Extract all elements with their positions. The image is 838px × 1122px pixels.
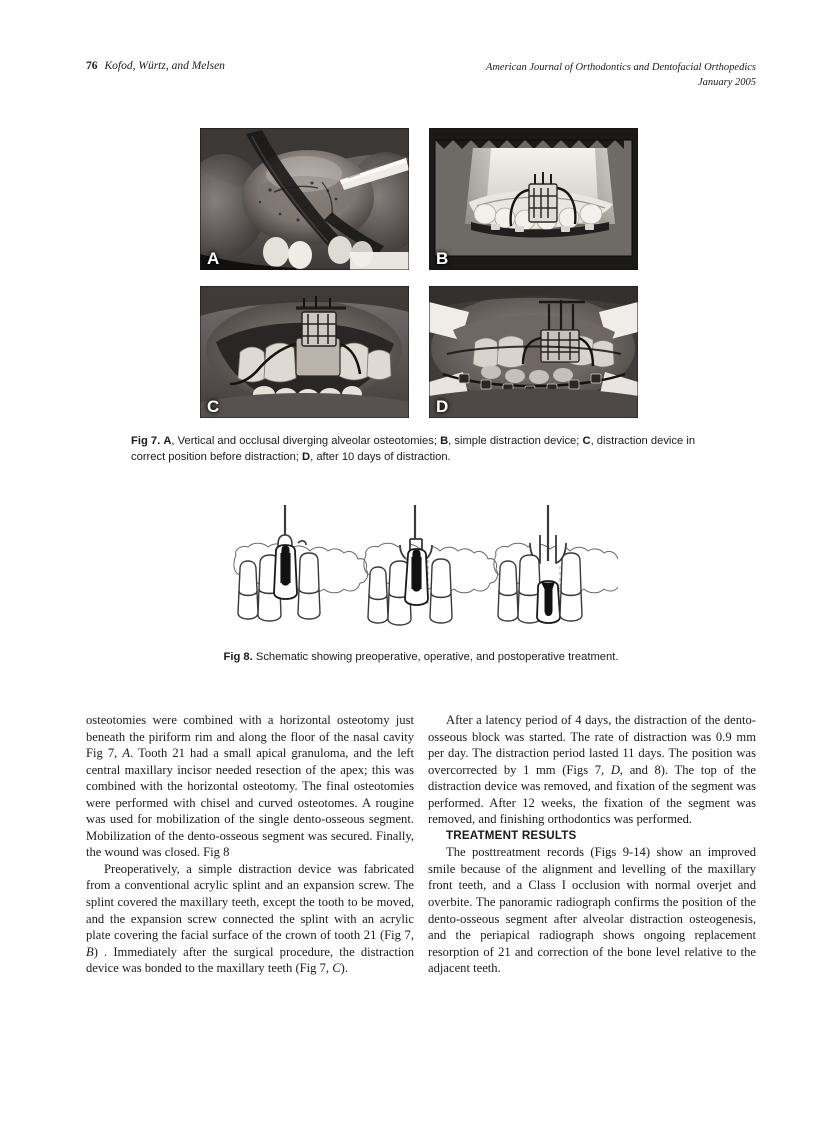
body-column-right [428,712,756,977]
figure-8-panel-preoperative [234,505,368,621]
section-heading-treatment-results: TREATMENT RESULTS [446,828,577,842]
paragraph-right-1: After a latency period of 4 days, the distraction of the dento-osseous block was started. The rate of distraction was 0.9 mm per day. The distraction period lasted 11 days. The position was overcorrected by 1 mm (Figs 7, D, and 8). The top of the distraction device was removed, and fixation of the segment was performed. After 12 weeks, the fixation of the segment was removed, and finishing orthodontics was performed. [428,713,756,827]
figure-8-caption [131,650,711,666]
journal-title: American Journal of Orthodontics and Dentofacial Orthopedics [485,62,756,73]
header-left [86,60,225,72]
figure-8-caption-prefix: Fig 8. [223,651,253,663]
caption-text-d: , after 10 days of distraction. [310,450,451,463]
paragraph-left-1: osteotomies were combined with a horizontal osteotomy just beneath the piriform rim and along the floor of the nasal cavity Fig 7, A. Tooth 21 had a small apical granuloma, and the left central maxillary incisor needed resection of the apex; this was combined with the horizontal osteotomy. The final osteotomies were performed with chisel and curved osteotomes. A rougine was used for mobilization of the single dento-osseous segment. Mobilization of the dento-osseous segment was secured. Finally, the wound was closed. Fig 8 [86,713,414,860]
panel-b-image [429,128,638,270]
body-column-left [86,712,414,977]
caption-ref-d: D [302,450,311,463]
caption-text-b: , simple distraction device; [448,435,583,447]
page-number: 76 [86,60,98,72]
figure-8 [228,505,618,635]
figure-8-panel-postoperative [494,505,618,623]
figure-8-panel-operative [364,505,498,625]
figure-8-caption-text: Schematic showing preoperative, operative, and postoperative treatment. [252,651,619,663]
figure-7-panel-b [429,128,638,270]
panel-label-b: B [436,249,449,268]
panel-c-image [200,286,409,418]
figure-7-caption-prefix: Fig 7. [131,435,161,447]
running-header [86,60,756,104]
caption-ref-a: A [163,435,172,447]
caption-text-c: , distraction device in correct position before distraction; [131,435,696,463]
figure-7-row-bottom [200,286,638,418]
panel-d-image [429,286,638,418]
panel-label-c: C [207,397,220,416]
panel-label-a: A [207,249,220,268]
paragraph-right-2: The posttreatment records (Figs 9-14) show an improved smile because of the alignment and levelling of the maxillary front teeth, and a Class I occlusion with normal overjet and overbite. The panoramic radiograph confirms the position of the dento-osseous segment after alveolar distraction osteogenesis, and the periapical radiograph shows ongoing replacement resorption of 21 and correction of the bone level relative to the adjacent teeth. [428,845,756,976]
panel-a-image [200,128,409,270]
caption-ref-b: B [440,435,449,447]
figure-7-panel-a [200,128,409,270]
figure-7 [200,128,638,418]
figure-8-schematic [228,505,618,635]
header-authors: Kofod, Würtz, and Melsen [104,60,225,72]
panel-label-d: D [436,397,449,416]
caption-text-a: , Vertical and occlusal diverging alveolar osteotomies; [171,435,441,447]
figure-7-panel-d [429,286,638,418]
journal-issue: January 2005 [697,77,756,88]
paragraph-left-2: Preoperatively, a simple distraction device was fabricated from a conventional acrylic splint and an expansion screw. The splint covered the maxillary teeth, except the tooth to be moved, and the expansion screw connected the splint with an acrylic plate covering the facial surface of the crown of tooth 21 (Fig 7, B) . Immediately after the surgical procedure, the distraction device was bonded to the maxillary teeth (Fig 7, C). [86,861,414,976]
figure-7-row-top [200,128,638,270]
header-right [486,60,756,90]
figure-7-panel-c [200,286,409,418]
caption-ref-c: C [582,435,591,447]
figure-7-caption [131,434,711,465]
